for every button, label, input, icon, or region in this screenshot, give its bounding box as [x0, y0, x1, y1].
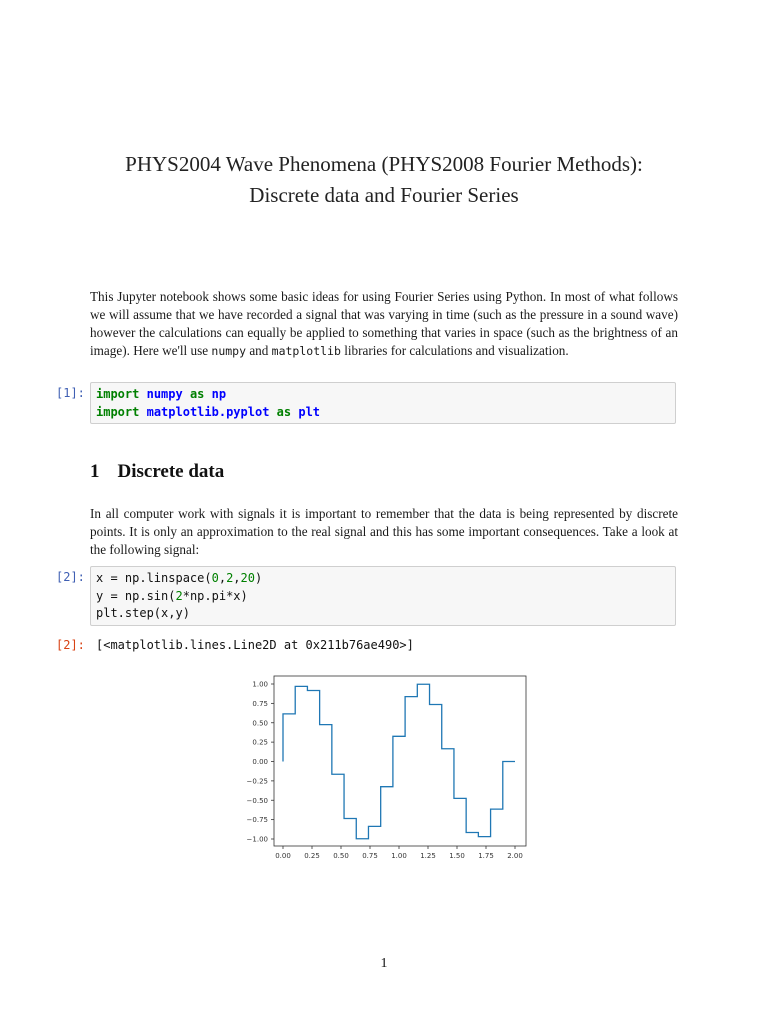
- y-tick-label: −0.25: [246, 777, 268, 786]
- cell-2-output-text: [<matplotlib.lines.Line2D at 0x211b76ae490>]: [96, 638, 414, 652]
- x-tick-label: 1.25: [420, 852, 436, 860]
- x-tick-label: 0.25: [304, 852, 320, 860]
- x-axis-ticks: [275, 846, 523, 860]
- page-title-line-2: Discrete data and Fourier Series: [249, 183, 519, 207]
- numpy-code: numpy: [211, 344, 247, 358]
- discrete-paragraph: In all computer work with signals it is important to remember that the data is being represented by discrete points. It is only an approximation to the real signal and this has some important consequences. Take a look at the following signal:: [90, 506, 678, 557]
- y-axis-ticks: [247, 681, 274, 844]
- plot-area-frame: [274, 676, 526, 846]
- intro-text: This Jupyter notebook shows some basic ideas for using Fourier Series using Python. In most of what follows we will assume that we have recorded a signal that was varying in time (such as the pressure in a sound wave) however the calculations can equally be applied to something that varies in space (such as the brightness of an image). Here we'll use: [90, 289, 678, 358]
- cell-2-output-prompt: [2]:: [56, 638, 85, 652]
- code-line: x = np.linspace(0,2,20): [96, 571, 263, 585]
- y-tick-label: 1.00: [252, 680, 268, 689]
- y-tick-label: −0.75: [246, 816, 268, 825]
- y-tick-label: 0.25: [252, 738, 268, 747]
- code-line: plt.step(x,y): [96, 606, 190, 620]
- x-tick-label: 0.75: [362, 852, 378, 860]
- signal-step-line: [283, 684, 515, 838]
- code-line: import matplotlib.pyplot as plt: [96, 404, 321, 419]
- x-tick-label: 2.00: [507, 852, 523, 860]
- section-title: Discrete data: [117, 461, 225, 482]
- x-tick-label: 1.00: [391, 852, 407, 860]
- matplotlib-code: matplotlib: [271, 344, 341, 358]
- x-tick-label: 1.50: [449, 852, 465, 860]
- y-tick-label: 0.50: [252, 719, 268, 728]
- code-line: import numpy as np: [96, 387, 227, 401]
- cell-1-input-prompt: [1]:: [56, 386, 85, 400]
- x-tick-label: 0.00: [275, 852, 291, 860]
- x-tick-label: 1.75: [478, 852, 494, 860]
- section-number: 1: [90, 461, 100, 482]
- page-number: 1: [380, 956, 388, 971]
- y-tick-label: 0.75: [252, 699, 268, 708]
- y-tick-label: 0.00: [252, 758, 268, 766]
- intro-text-end: libraries for calculations and visualization.: [340, 343, 569, 358]
- x-tick-label: 0.50: [333, 852, 349, 860]
- cell-2-input-prompt: [2]:: [56, 570, 85, 584]
- and-text: and: [246, 343, 272, 358]
- y-tick-label: −1.00: [246, 835, 268, 844]
- code-line: y = np.sin(2*np.pi*x): [96, 588, 248, 603]
- y-tick-label: −0.50: [246, 796, 268, 805]
- page-title-line-1: PHYS2004 Wave Phenomena (PHYS2008 Fourier Methods):: [125, 152, 643, 176]
